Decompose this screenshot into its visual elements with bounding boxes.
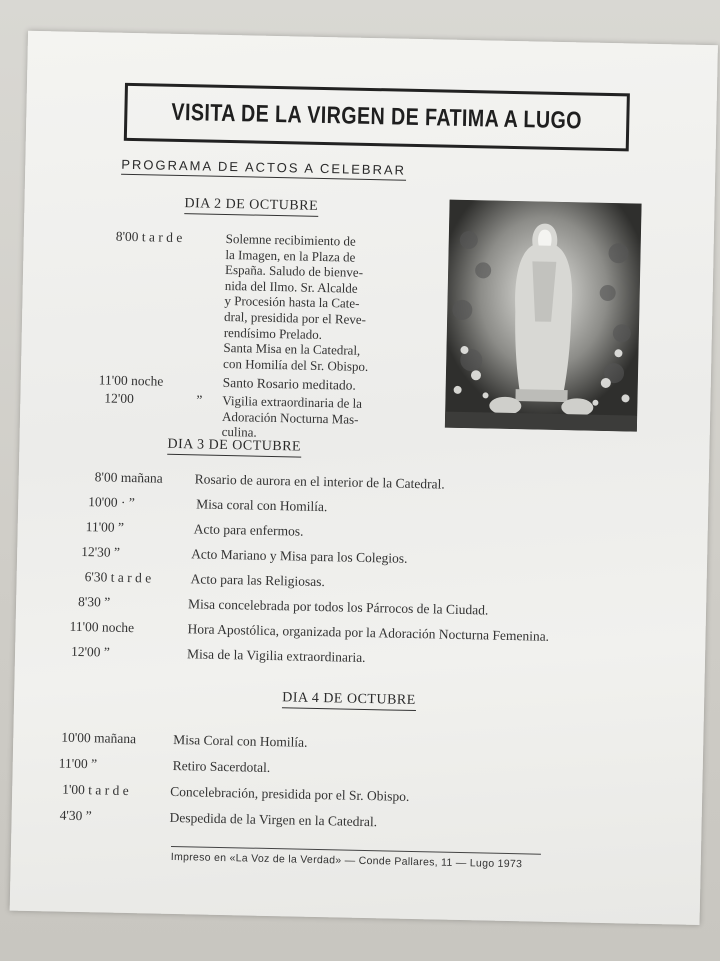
day2-first-description bbox=[223, 231, 416, 375]
item-time: 1'00 t a r d e bbox=[62, 781, 129, 799]
desc-line: dral, presidida por el Reve- bbox=[223, 308, 367, 327]
desc-line: España. Saludo de bienve- bbox=[224, 262, 364, 281]
title-box bbox=[124, 83, 630, 152]
item-time: 10'00 · ” bbox=[88, 494, 136, 511]
desc-line: culina. bbox=[221, 424, 257, 440]
item-desc: Rosario de aurora en el interior de la Catedral. bbox=[194, 471, 445, 492]
item-time: 12'00 ” bbox=[70, 643, 111, 660]
day2-third-time: 12'00 bbox=[104, 390, 134, 407]
item-time: 8'00 mañana bbox=[94, 469, 163, 486]
desc-line: Solemne recibimiento de bbox=[225, 230, 356, 249]
item-desc: Misa coral con Homilía. bbox=[196, 496, 328, 515]
day2-heading: DIA 2 DE OCTUBRE bbox=[184, 196, 318, 217]
item-desc: Concelebración, presidida por el Sr. Obispo. bbox=[170, 783, 410, 804]
flyer-sheet bbox=[10, 31, 718, 925]
day2-second-time: 11'00 noche bbox=[98, 372, 164, 389]
item-desc: Acto para las Religiosas. bbox=[190, 571, 325, 590]
day2-first-time: 8'00 t a r d e bbox=[115, 228, 183, 246]
day3-heading: DIA 3 DE OCTUBRE bbox=[167, 437, 301, 458]
item-desc: Misa de la Vigilia extraordinaria. bbox=[186, 646, 366, 665]
day2-second-desc: Santo Rosario meditado. bbox=[222, 374, 356, 393]
item-time: 11'00 ” bbox=[85, 519, 125, 535]
desc-line: y Procesión hasta la Cate- bbox=[224, 293, 360, 312]
desc-line: la Imagen, en la Plaza de bbox=[225, 246, 356, 265]
item-desc: Hora Apostólica, organizada por la Adoración Nocturna Femenina. bbox=[187, 621, 550, 644]
item-time: 11'00 noche bbox=[69, 618, 135, 636]
desc-line: rendísimo Prelado. bbox=[223, 324, 323, 342]
day2-third-description bbox=[222, 393, 413, 444]
desc-line: con Homilía del Sr. Obispo. bbox=[222, 355, 369, 374]
desc-line: Vigilia extraordinaria de la bbox=[222, 392, 363, 411]
item-time: 10'00 mañana bbox=[61, 729, 137, 747]
statue-illustration bbox=[445, 200, 642, 432]
desc-line: Adoración Nocturna Mas- bbox=[221, 408, 359, 427]
item-time: 4'30 ” bbox=[59, 807, 92, 824]
item-desc: Acto para enfermos. bbox=[193, 521, 304, 539]
item-desc: Acto Mariano y Misa para los Colegios. bbox=[191, 546, 408, 566]
desc-line: nida del Ilmo. Sr. Alcalde bbox=[224, 277, 358, 296]
item-desc: Misa concelebrada por todos los Párrocos de la Ciudad. bbox=[187, 596, 489, 618]
document-title: VISITA DE LA VIRGEN DE FATIMA A LUGO bbox=[171, 98, 583, 135]
item-desc: Retiro Sacerdotal. bbox=[172, 757, 271, 776]
item-time: 6'30 t a r d e bbox=[84, 569, 152, 586]
day2-third-ditto: ” bbox=[196, 392, 203, 408]
item-time: 8'30 ” bbox=[77, 593, 111, 610]
item-time: 12'30 ” bbox=[81, 544, 121, 560]
program-subtitle: PROGRAMA DE ACTOS A CELEBRAR bbox=[121, 157, 406, 181]
printer-footer: Impreso en «La Voz de la Verdad» — Conde Pallares, 11 — Lugo 1973 bbox=[171, 846, 541, 871]
item-desc: Despedida de la Virgen en la Catedral. bbox=[169, 809, 378, 830]
virgin-statue-photo bbox=[445, 200, 642, 432]
day4-heading: DIA 4 DE OCTUBRE bbox=[282, 690, 416, 711]
desc-line: Santa Misa en la Catedral, bbox=[223, 340, 361, 358]
item-desc: Misa Coral con Homilía. bbox=[173, 731, 308, 750]
item-time: 11'00 ” bbox=[58, 755, 98, 772]
